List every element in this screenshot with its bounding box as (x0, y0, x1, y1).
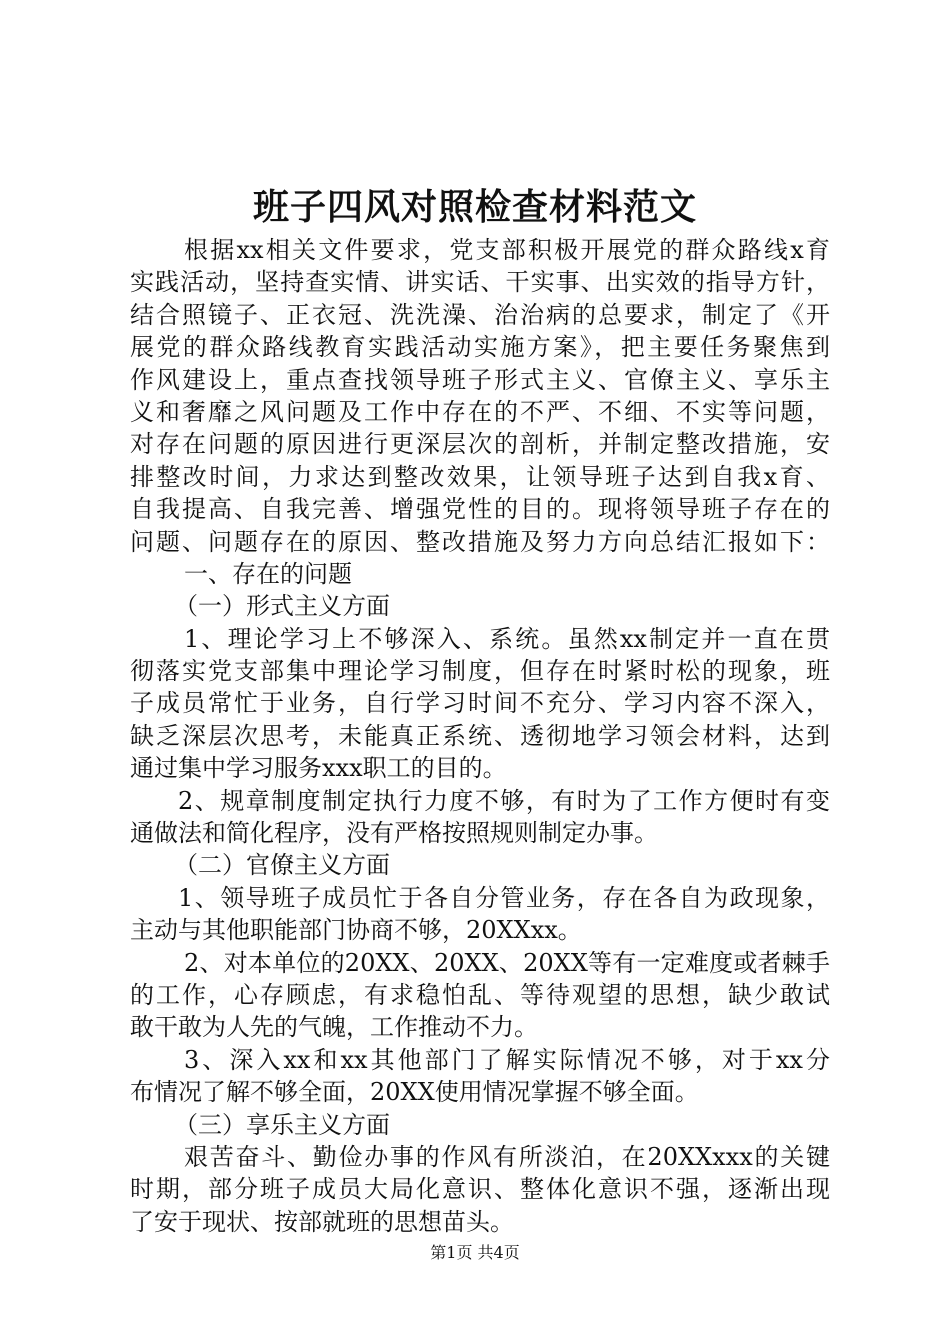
text-line: 彻落实党支部集中理论学习制度，但存在时紧时松的现象，班 (130, 657, 830, 686)
text-line: 3、深入xx和xx其他部门了解实际情况不够，对于xx分 (184, 1045, 830, 1074)
text-line: 子成员常忙于业务，自行学习时间不充分、学习内容不深入， (130, 689, 830, 718)
text-line: 通做法和简化程序，没有严格按照规则制定办事。 (130, 819, 658, 848)
text-line: （三）享乐主义方面 (174, 1110, 390, 1139)
text-line: 敢干敢为人先的气魄，工作推动不力。 (130, 1013, 538, 1042)
text-line: 问题、问题存在的原因、整改措施及努力方向总结汇报如下： (130, 527, 830, 556)
text-line: 排整改时间，力求达到整改效果，让领导班子达到自我x育、 (130, 462, 830, 491)
text-line: （一）形式主义方面 (174, 592, 390, 621)
text-line: 主动与其他职能部门协商不够，20XXxx。 (130, 916, 582, 945)
text-line: 结合照镜子、正衣冠、洗洗澡、治治病的总要求，制定了《开 (130, 300, 830, 329)
text-line: 1、领导班子成员忙于各自分管业务，存在各自为政现象， (178, 883, 830, 912)
text-line: 一、存在的问题 (184, 559, 352, 588)
page-footer: 第1页 共4页 (430, 1243, 520, 1262)
text-line: 实践活动，坚持查实情、讲实话、干实事、出实效的指导方针， (130, 268, 830, 297)
text-line: 缺乏深层次思考，未能真正系统、透彻地学习领会材料，达到 (130, 721, 830, 750)
text-line: 作风建设上，重点查找领导班子形式主义、官僚主义、享乐主 (130, 365, 830, 394)
text-line: 的工作，心存顾虑，有求稳怕乱、等待观望的思想，缺少敢试 (130, 980, 830, 1009)
text-line: 展党的群众路线教育实践活动实施方案》，把主要任务聚焦到 (130, 333, 830, 362)
text-line: 2、规章制度制定执行力度不够，有时为了工作方便时有变 (178, 786, 830, 815)
text-line: 根据xx相关文件要求，党支部积极开展党的群众路线x育 (184, 236, 830, 264)
text-line: 时期，部分班子成员大局化意识、整体化意识不强，逐渐出现 (130, 1175, 830, 1204)
text-line: 义和奢靡之风问题及工作中存在的不严、不细、不实等问题， (130, 397, 830, 426)
document-body (130, 234, 830, 1238)
text-line: 艰苦奋斗、勤俭办事的作风有所淡泊，在20XXxxx的关键 (184, 1142, 830, 1171)
text-line: 自我提高、自我完善、增强党性的目的。现将领导班子存在的 (130, 495, 830, 524)
text-line: 了安于现状、按部就班的思想苗头。 (130, 1207, 514, 1236)
text-line: 2、对本单位的20XX、20XX、20XX等有一定难度或者棘手 (184, 948, 830, 977)
text-line: 对存在问题的原因进行更深层次的剖析，并制定整改措施，安 (130, 430, 830, 459)
text-line: （二）官僚主义方面 (174, 851, 390, 880)
text-line: 1、理论学习上不够深入、系统。虽然xx制定并一直在贯 (184, 624, 830, 653)
text-line: 布情况了解不够全面，20XX使用情况掌握不够全面。 (130, 1078, 699, 1107)
text-line: 通过集中学习服务xxx职工的目的。 (130, 754, 507, 783)
document-title: 班子四风对照检查材料范文 (252, 186, 697, 228)
